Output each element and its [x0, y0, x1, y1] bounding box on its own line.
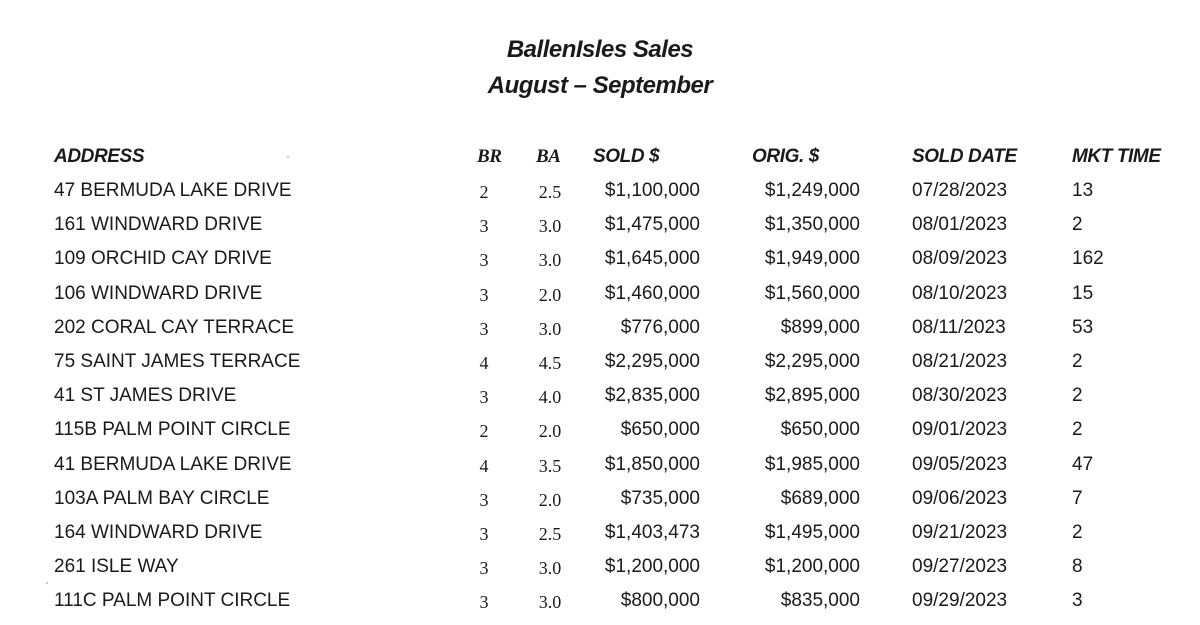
cell-sold: $1,850,000 [604, 453, 700, 475]
page-title: BallenIsles Sales [506, 36, 694, 63]
cell-br: 2 [479, 421, 489, 442]
cell-br: 3 [479, 318, 489, 339]
cell-br: 3 [479, 592, 489, 613]
cell-address: 75 SAINT JAMES TERRACE [54, 350, 301, 372]
cell-sold-date: 07/28/2023 [912, 180, 1008, 201]
scan-speck [287, 156, 289, 158]
table-row [0, 520, 1200, 554]
cell-mkt-time: 7 [1072, 487, 1083, 509]
cell-sold: $2,835,000 [604, 385, 700, 407]
table-row [0, 417, 1200, 451]
cell-orig: $1,249,000 [764, 180, 860, 201]
cell-br: 3 [479, 387, 489, 408]
cell-mkt-time: 3 [1072, 590, 1083, 612]
table-row [0, 281, 1200, 315]
cell-address: 103A PALM BAY CIRCLE [54, 487, 270, 509]
cell-address: 41 BERMUDA LAKE DRIVE [54, 453, 292, 475]
cell-mkt-time: 162 [1072, 248, 1104, 270]
cell-ba: 3.0 [538, 250, 562, 271]
cell-sold-date: 09/05/2023 [912, 453, 1008, 475]
cell-sold: $800,000 [620, 590, 700, 612]
cell-mkt-time: 2 [1072, 214, 1083, 236]
cell-ba: 2.0 [538, 421, 562, 442]
cell-orig: $899,000 [780, 316, 860, 338]
cell-sold-date: 09/01/2023 [912, 419, 1008, 441]
header-sold-date: SOLD DATE [912, 146, 1017, 167]
cell-sold: $1,460,000 [604, 282, 700, 304]
table-row [0, 178, 1200, 212]
header-br: BR [477, 146, 502, 167]
cell-sold-date: 08/21/2023 [912, 350, 1008, 372]
table-row [0, 554, 1200, 588]
cell-orig: $1,949,000 [764, 248, 860, 270]
cell-ba: 2.5 [538, 523, 562, 544]
cell-sold: $776,000 [620, 316, 700, 338]
header-address: ADDRESS [54, 146, 145, 167]
cell-address: 261 ISLE WAY [54, 556, 179, 578]
cell-sold: $1,645,000 [604, 248, 700, 270]
cell-mkt-time: 2 [1072, 521, 1083, 543]
table-row [0, 246, 1200, 280]
cell-sold: $650,000 [620, 419, 700, 441]
table-row [0, 486, 1200, 520]
cell-orig: $1,560,000 [764, 282, 860, 304]
cell-sold-date: 08/01/2023 [912, 214, 1008, 236]
cell-mkt-time: 8 [1072, 556, 1083, 578]
table-row [0, 588, 1200, 622]
cell-ba: 3.0 [538, 592, 562, 613]
cell-br: 4 [479, 455, 489, 476]
cell-address: 202 CORAL CAY TERRACE [54, 316, 295, 338]
cell-ba: 2.0 [538, 489, 562, 510]
cell-br: 3 [479, 489, 489, 510]
header-sold: SOLD $ [593, 146, 660, 167]
cell-address: 106 WINDWARD DRIVE [54, 282, 263, 304]
cell-mkt-time: 2 [1072, 419, 1083, 441]
cell-ba: 3.0 [538, 558, 562, 579]
cell-br: 3 [479, 284, 489, 305]
cell-address: 41 ST JAMES DRIVE [54, 385, 237, 407]
table-row [0, 315, 1200, 349]
page-subtitle: August – September [487, 72, 713, 99]
cell-address: 161 WINDWARD DRIVE [54, 214, 263, 236]
cell-address: 115B PALM POINT CIRCLE [54, 419, 291, 441]
cell-sold-date: 08/11/2023 [912, 316, 1006, 338]
sales-table [0, 178, 1200, 622]
scan-speck [46, 582, 48, 584]
cell-orig: $1,350,000 [764, 214, 860, 236]
cell-br: 2 [479, 182, 489, 202]
cell-ba: 3.5 [538, 455, 562, 476]
cell-orig: $650,000 [780, 419, 860, 441]
cell-orig: $2,895,000 [764, 385, 860, 407]
cell-ba: 3.0 [538, 216, 562, 237]
cell-sold: $1,200,000 [604, 556, 700, 578]
cell-sold: $735,000 [620, 487, 700, 509]
cell-sold-date: 08/10/2023 [912, 282, 1008, 304]
cell-br: 3 [479, 523, 489, 544]
table-row [0, 212, 1200, 246]
cell-orig: $689,000 [780, 487, 860, 509]
cell-ba: 4.5 [538, 352, 562, 373]
cell-sold-date: 08/30/2023 [912, 385, 1008, 407]
cell-ba: 3.0 [538, 318, 562, 339]
cell-address: 47 BERMUDA LAKE DRIVE [54, 180, 292, 201]
cell-ba: 4.0 [538, 387, 562, 408]
header-ba: BA [536, 146, 561, 167]
cell-sold-date: 09/29/2023 [912, 590, 1008, 612]
cell-sold-date: 09/21/2023 [912, 521, 1008, 543]
cell-orig: $1,495,000 [764, 521, 860, 543]
cell-br: 3 [479, 558, 489, 579]
cell-mkt-time: 13 [1072, 180, 1094, 201]
cell-ba: 2.0 [538, 284, 562, 305]
cell-br: 4 [479, 352, 489, 373]
table-row [0, 452, 1200, 486]
cell-sold-date: 08/09/2023 [912, 248, 1008, 270]
cell-ba: 2.5 [538, 182, 562, 202]
cell-br: 3 [479, 216, 489, 237]
cell-address: 109 ORCHID CAY DRIVE [54, 248, 272, 270]
cell-mkt-time: 2 [1072, 385, 1083, 407]
cell-sold-date: 09/27/2023 [912, 556, 1008, 578]
cell-sold: $1,403,473 [604, 521, 700, 543]
cell-mkt-time: 47 [1072, 453, 1094, 475]
table-row [0, 383, 1200, 417]
cell-sold: $2,295,000 [604, 350, 700, 372]
cell-mkt-time: 15 [1072, 282, 1094, 304]
cell-address: 111C PALM POINT CIRCLE [54, 590, 291, 612]
cell-sold: $1,475,000 [604, 214, 700, 236]
header-orig: ORIG. $ [752, 146, 819, 167]
cell-mkt-time: 53 [1072, 316, 1094, 338]
cell-mkt-time: 2 [1072, 350, 1083, 372]
cell-br: 3 [479, 250, 489, 271]
cell-orig: $835,000 [780, 590, 860, 612]
cell-orig: $1,200,000 [764, 556, 860, 578]
cell-orig: $1,985,000 [764, 453, 860, 475]
table-row [0, 349, 1200, 383]
cell-address: 164 WINDWARD DRIVE [54, 521, 263, 543]
cell-sold-date: 09/06/2023 [912, 487, 1008, 509]
cell-sold: $1,100,000 [604, 180, 700, 201]
cell-orig: $2,295,000 [764, 350, 860, 372]
header-mkt-time: MKT TIME [1072, 146, 1161, 167]
